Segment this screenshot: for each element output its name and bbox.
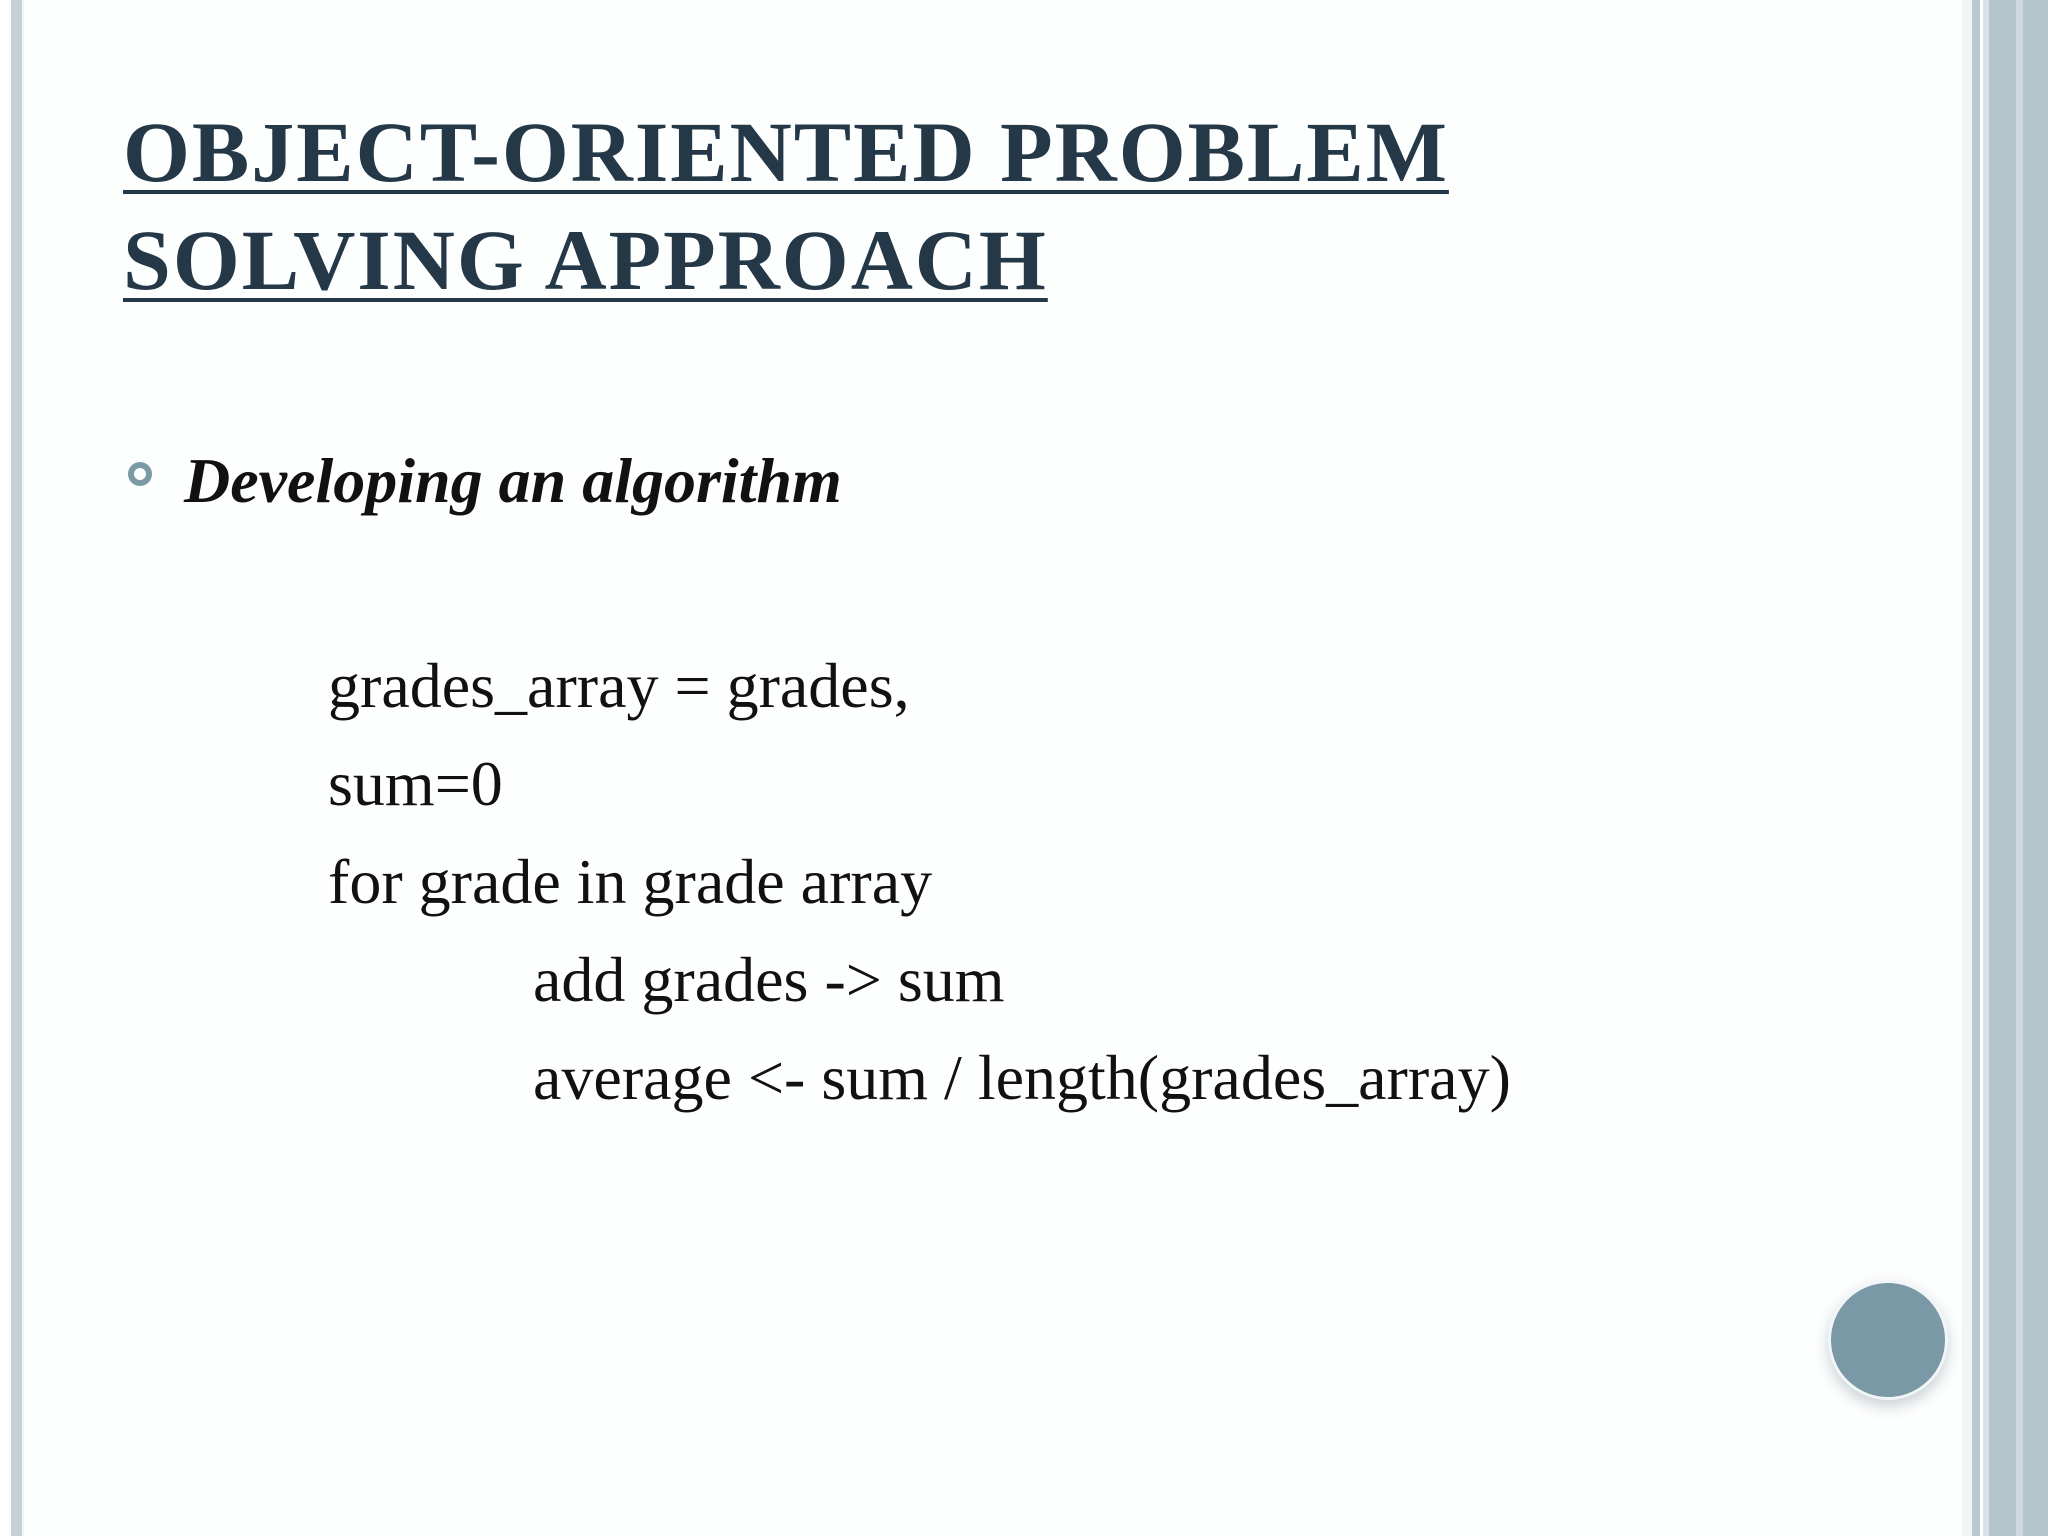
algorithm-line-5: average <- sum / length(grades_array) [533, 1042, 1511, 1113]
algorithm-line-1: grades_array = grades, [328, 650, 910, 721]
algorithm-line-3: for grade in grade array [328, 846, 933, 917]
decorative-circle-icon [1828, 1280, 1948, 1400]
algorithm-line-2: sum=0 [328, 748, 503, 819]
bullet-text: Developing an algorithm [184, 445, 842, 516]
slide-title [123, 98, 1703, 314]
left-border-rail [0, 0, 24, 1536]
right-border-rail [1962, 0, 2048, 1536]
title-line-2: SOLVING APPROACH [123, 212, 1048, 308]
bullet-icon [128, 462, 152, 486]
title-line-1: OBJECT-ORIENTED PROBLEM [123, 104, 1449, 200]
algorithm-line-4: add grades -> sum [533, 944, 1005, 1015]
